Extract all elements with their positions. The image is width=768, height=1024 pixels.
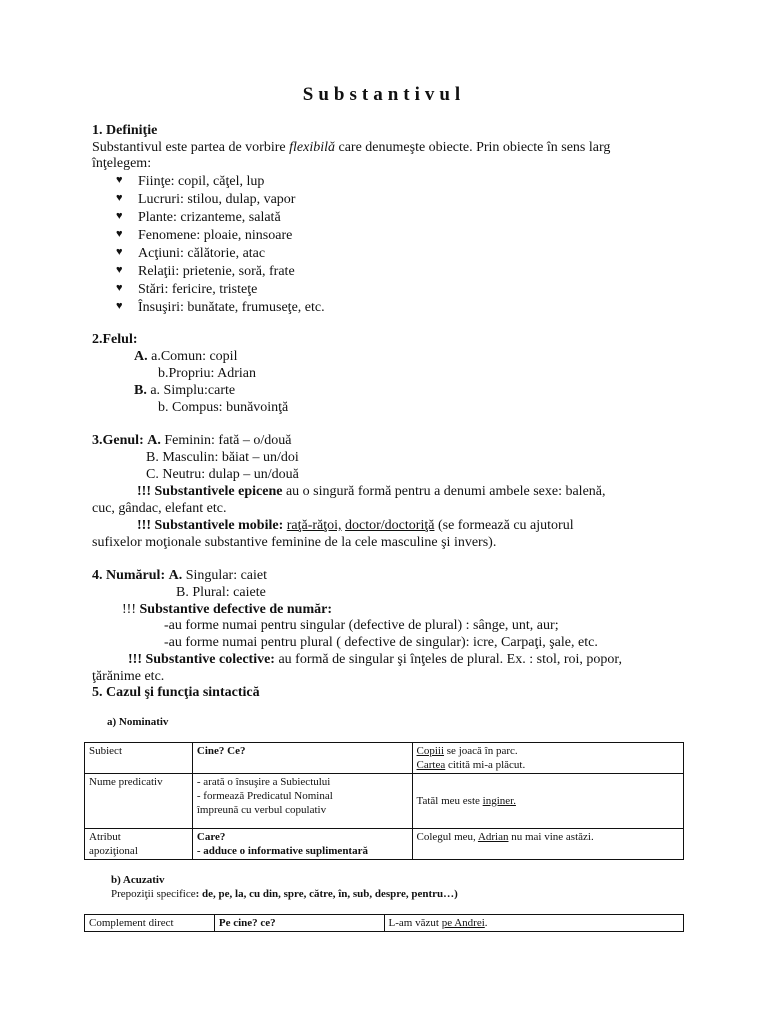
cell-apozitional: apoziţional xyxy=(89,845,138,857)
table-cell xyxy=(85,743,193,774)
colective-text: au formă de singular şi înţeles de plural. Ex. : stol, roi, popor, xyxy=(274,652,623,667)
mobile-text: (se formează cu ajutorul xyxy=(434,518,574,533)
heart-bullet-icon: ♥ xyxy=(116,192,123,204)
definitie-text: Substantivul este partea de vorbire xyxy=(92,140,290,155)
page-title: Substantivul xyxy=(302,84,466,105)
example-underlined: pe Andrei xyxy=(441,917,485,929)
table-row xyxy=(85,915,684,932)
cell-subiect: Subiect xyxy=(89,745,122,757)
nominativ-label: a) Nominativ xyxy=(107,716,169,728)
cell-nume-predicativ: Nume predicativ xyxy=(89,776,163,788)
table-cell xyxy=(85,829,193,860)
felul-propriu: b.Propriu: Adrian xyxy=(158,366,256,381)
cell-complement-direct: Complement direct xyxy=(89,917,174,929)
genul-masculin: B. Masculin: băiat – un/doi xyxy=(146,450,299,465)
mobile-example-2: doctor/doctoriţă xyxy=(345,518,435,533)
table-cell xyxy=(412,829,683,860)
heart-bullet-icon: ♥ xyxy=(116,246,123,258)
mobile-example-1: raţă-răţoi, xyxy=(286,518,342,533)
definitie-line-2: înţelegem: xyxy=(92,156,152,171)
section-definitie-heading: 1. Definiţie xyxy=(92,123,158,138)
cell-desc-line: - arată o însuşire a Subiectului xyxy=(196,776,331,788)
table-row xyxy=(85,774,684,829)
genul-neutru: C. Neutru: dulap – un/două xyxy=(146,467,299,482)
colective-bold: !!! Substantive colective: xyxy=(128,652,275,667)
heart-bullet-icon: ♥ xyxy=(116,300,123,312)
felul-a-a-letter: a. xyxy=(151,349,161,364)
definitie-text-cont: care denumeşte obiecte. Prin obiecte în sens larg xyxy=(335,140,611,155)
example-text: . xyxy=(484,917,488,929)
example-text: L-am văzut xyxy=(388,917,442,929)
bullet-item: Plante: crizanteme, salată xyxy=(138,210,281,225)
epicene-line-1 xyxy=(137,483,606,500)
genul-a-line xyxy=(92,432,292,449)
bullet-item: Acţiuni: călătorie, atac xyxy=(138,246,266,261)
cell-desc-line: - formează Predicatul Nominal xyxy=(196,790,333,802)
prepozitii-list: : de, pe, la, cu din, spre, către, în, sub, despre, pentru…) xyxy=(195,888,458,900)
cell-desc-line: - adduce o informative suplimentară xyxy=(196,845,368,857)
nominativ-table xyxy=(84,742,684,860)
example-text: se joacă în parc. xyxy=(444,745,518,757)
cell-question: Pe cine? ce? xyxy=(218,917,276,929)
epicene-line-2: cuc, gândac, elefant etc. xyxy=(92,501,227,516)
example-line xyxy=(417,758,679,772)
numarul-plural: B. Plural: caiete xyxy=(176,585,266,600)
colective-line-2: ţărănime etc. xyxy=(92,669,165,684)
example-underlined: Cartea xyxy=(416,759,446,771)
colective-line-1 xyxy=(128,651,622,668)
table-cell xyxy=(192,829,412,860)
heart-bullet-icon: ♥ xyxy=(116,264,123,276)
cell-desc-line: împreună cu verbul copulativ xyxy=(196,804,327,816)
bullet-item: Stări: fericire, tristeţe xyxy=(138,282,258,297)
heart-bullet-icon: ♥ xyxy=(116,174,123,186)
section-numarul-heading: 4. Numărul: xyxy=(92,568,166,583)
epicene-text: au o singură formă pentru a denumi ambele sexe: balenă, xyxy=(282,484,606,499)
example-underlined: inginer. xyxy=(482,795,516,807)
felul-comun: Comun: copil xyxy=(160,349,238,364)
table-row xyxy=(85,829,684,860)
epicene-mark: !!! xyxy=(137,484,151,499)
example-line xyxy=(417,744,679,758)
table-cell xyxy=(214,915,384,932)
cell-question: Cine? Ce? xyxy=(196,745,246,757)
mobile-mark: !!! xyxy=(137,518,151,533)
table-cell xyxy=(85,915,215,932)
example-text: Colegul meu, xyxy=(416,831,478,843)
acuzativ-prepozitii xyxy=(111,887,458,901)
example-underlined: Adrian xyxy=(477,831,509,843)
felul-b-letter: B. xyxy=(134,383,147,398)
heart-bullet-icon: ♥ xyxy=(116,228,123,240)
table-cell xyxy=(412,774,683,829)
felul-a-letter: A. xyxy=(134,349,148,364)
bullet-item: Fenomene: ploaie, ninsoare xyxy=(138,228,293,243)
heart-bullet-icon: ♥ xyxy=(116,282,123,294)
example-underlined: Copiii xyxy=(416,745,445,757)
numarul-singular: Singular: caiet xyxy=(185,568,268,583)
cell-atribut: Atribut xyxy=(89,831,121,843)
bullet-item: Relaţii: prietenie, soră, frate xyxy=(138,264,295,279)
cell-question: Care? xyxy=(196,831,226,843)
table-cell xyxy=(384,915,683,932)
defective-heading: Substantive defective de număr: xyxy=(139,602,332,617)
numarul-a-line xyxy=(92,567,267,584)
section-genul-heading: 3.Genul: xyxy=(92,433,144,448)
mobile-line-2: sufixelor moţionale substantive feminine de la cele masculine şi invers). xyxy=(92,535,497,550)
defective-heading-line xyxy=(122,601,332,618)
acuzativ-label: b) Acuzativ xyxy=(111,874,165,886)
acuzativ-table xyxy=(84,914,684,932)
table-row xyxy=(85,743,684,774)
defective-singular: -au forme numai pentru plural ( defective de singular): icre, Carpaţi, şale, etc. xyxy=(164,635,598,650)
bullet-item: Lucruri: stilou, dulap, vapor xyxy=(138,192,296,207)
table-cell xyxy=(192,743,412,774)
section-cazul-heading: 5. Cazul şi funcţia sintactică xyxy=(92,685,260,700)
numarul-a-letter: A. xyxy=(168,568,183,583)
epicene-bold: Substantivele epicene xyxy=(154,484,283,499)
genul-a-letter: A. xyxy=(147,433,161,448)
genul-feminin: Feminin: fată – o/două xyxy=(164,433,292,448)
example-text: Tatăl meu este xyxy=(416,795,483,807)
example-text: citită mi-a plăcut. xyxy=(445,759,526,771)
table-cell xyxy=(85,774,193,829)
section-felul-heading: 2.Felul: xyxy=(92,332,138,347)
definitie-line-1 xyxy=(92,139,610,156)
felul-compus: b. Compus: bunăvoinţă xyxy=(158,400,289,415)
bullet-item: Însuşiri: bunătate, frumuseţe, etc. xyxy=(138,300,325,315)
mobile-bold: Substantivele mobile: xyxy=(154,518,284,533)
defective-plural: -au forme numai pentru singular (defective de plural) : sânge, unt, aur; xyxy=(164,618,559,633)
felul-simplu: a. Simplu:carte xyxy=(150,383,236,398)
felul-b-line xyxy=(134,382,235,399)
prepozitii-label: Prepoziţii specifice xyxy=(111,888,196,900)
table-cell xyxy=(192,774,412,829)
bullet-item: Fiinţe: copil, căţel, lup xyxy=(138,174,265,189)
definitie-italic: flexibilă xyxy=(289,140,335,155)
felul-a-line xyxy=(134,348,237,365)
heart-bullet-icon: ♥ xyxy=(116,210,123,222)
table-cell xyxy=(412,743,683,774)
example-text: nu mai vine astăzi. xyxy=(508,831,594,843)
defective-mark: !!! xyxy=(122,602,140,617)
mobile-line-1 xyxy=(137,517,574,534)
